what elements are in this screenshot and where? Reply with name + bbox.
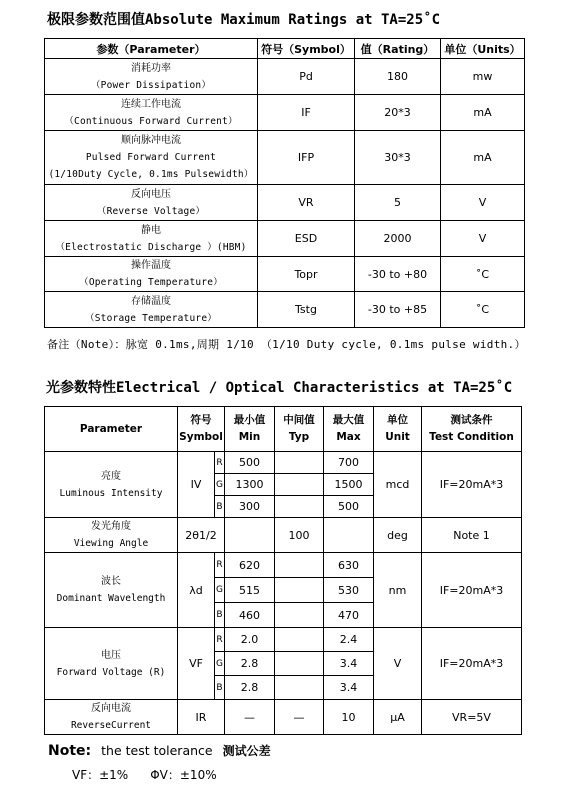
header-parameter: 参数（Parameter） [45, 39, 258, 59]
table-row [45, 518, 522, 553]
rating-cell: -30 to +80 [355, 257, 441, 292]
channel-label: R [215, 628, 225, 652]
rating-cell: 20*3 [355, 95, 441, 131]
max-cell: 530 [324, 578, 374, 603]
param-zh: 连续工作电流 [121, 98, 181, 110]
param-zh: 存储温度 [131, 295, 171, 307]
symbol-cell: VR [258, 185, 355, 221]
header-parameter: Parameter [45, 407, 178, 452]
table-row [45, 59, 525, 95]
table-row [45, 700, 522, 735]
optical-title-zh: 光参数特性 [46, 380, 116, 396]
header-min-en: Min [238, 431, 261, 443]
param-en: （Reverse Voltage） [96, 205, 206, 217]
param-cell [45, 292, 258, 328]
channel-label: G [215, 578, 225, 603]
min-cell: — [225, 700, 275, 735]
typ-cell [275, 474, 324, 496]
table-row [45, 452, 522, 474]
max-cell [324, 518, 374, 553]
param-cell [45, 628, 178, 700]
param-en: Luminous Intensity [59, 487, 163, 499]
unit-cell: mw [441, 59, 525, 95]
unit-cell: V [374, 628, 422, 700]
typ-cell [275, 578, 324, 603]
unit-cell: ˚C [441, 257, 525, 292]
min-cell: 620 [225, 553, 275, 578]
optical-title [46, 377, 512, 397]
header-min-zh: 最小值 [233, 414, 266, 426]
condition-cell: IF=20mA*3 [422, 452, 522, 518]
unit-cell: μA [374, 700, 422, 735]
symbol-cell: IR [178, 700, 225, 735]
rating-cell: 180 [355, 59, 441, 95]
param-en: Pulsed Forward Current [85, 152, 217, 163]
typ-cell [275, 652, 324, 676]
symbol-cell: Topr [258, 257, 355, 292]
min-cell: 2.0 [225, 628, 275, 652]
min-cell: 2.8 [225, 676, 275, 700]
param-en: （Continuous Forward Current） [64, 115, 238, 127]
symbol-cell: IF [258, 95, 355, 131]
max-cell: 470 [324, 603, 374, 628]
channel-label: R [215, 452, 225, 474]
header-max [324, 407, 374, 452]
header-typ-en: Typ [288, 431, 310, 443]
unit-cell: V [441, 221, 525, 257]
param-zh: 顺向脉冲电流 [121, 135, 181, 146]
header-units: 单位（Units） [441, 39, 525, 59]
param-zh: 反向电流 [91, 703, 131, 714]
symbol-cell: ESD [258, 221, 355, 257]
param-en: （Operating Temperature） [79, 277, 223, 288]
min-cell: 1300 [225, 474, 275, 496]
param-cell [45, 553, 178, 628]
condition-cell: VR=5V [422, 700, 522, 735]
min-cell: 460 [225, 603, 275, 628]
max-cell: 630 [324, 553, 374, 578]
header-symbol-zh: 符号 [190, 414, 212, 426]
header-typ [275, 407, 324, 452]
channel-label: G [215, 652, 225, 676]
param-zh: 消耗功率 [131, 62, 171, 74]
header-min [225, 407, 275, 452]
symbol-cell: Tstg [258, 292, 355, 328]
max-cell: 3.4 [324, 652, 374, 676]
typ-cell [275, 496, 324, 518]
param-zh: 操作温度 [131, 260, 171, 271]
min-cell: 300 [225, 496, 275, 518]
symbol-cell: IFP [258, 131, 355, 185]
header-symbol: 符号（Symbol） [258, 39, 355, 59]
table-row [45, 553, 522, 578]
header-unit-en: Unit [385, 431, 410, 443]
max-cell: 500 [324, 496, 374, 518]
optical-header-row [45, 407, 522, 452]
tolerance-phi: ΦV：±10% [150, 768, 217, 782]
tolerance-vf: VF：±1% [72, 768, 129, 782]
param-en: Forward Voltage (R) [56, 666, 166, 678]
param-zh: 波长 [101, 576, 121, 587]
param-zh: 反向电压 [131, 188, 171, 200]
header-unit [374, 407, 422, 452]
param-en: （Power Dissipation） [90, 79, 212, 91]
typ-cell [275, 676, 324, 700]
tolerance-note [48, 742, 271, 759]
note-label: Note: [48, 743, 92, 759]
param-en: ReverseCurrent [70, 720, 152, 731]
param-cell [45, 59, 258, 95]
unit-cell: nm [374, 553, 422, 628]
abs-header-row [45, 39, 525, 59]
min-cell: 515 [225, 578, 275, 603]
header-unit-zh: 单位 [387, 414, 408, 426]
typ-cell [275, 603, 324, 628]
condition-cell: IF=20mA*3 [422, 628, 522, 700]
channel-label: B [215, 496, 225, 518]
param-cell [45, 452, 178, 518]
optical-title-en: Electrical / Optical Characteristics at TA=25˚C [116, 380, 513, 396]
optical-table [44, 406, 522, 735]
max-cell: 3.4 [324, 676, 374, 700]
abs-max-table [44, 38, 525, 328]
symbol-cell: VF [178, 628, 215, 700]
header-max-zh: 最大值 [332, 414, 365, 426]
param-cell [45, 518, 178, 553]
min-cell: 500 [225, 452, 275, 474]
param-cell [45, 221, 258, 257]
table-row [45, 628, 522, 652]
channel-label: G [215, 474, 225, 496]
header-condition-zh: 测试条件 [450, 414, 493, 426]
typ-cell [275, 553, 324, 578]
typ-cell: 100 [275, 518, 324, 553]
param-en: Viewing Angle [73, 538, 149, 549]
table-row [45, 95, 525, 131]
min-cell [225, 518, 275, 553]
symbol-cell: Pd [258, 59, 355, 95]
note-text-zh: 测试公差 [222, 744, 271, 758]
abs-max-title [47, 9, 440, 29]
unit-cell: mA [441, 131, 525, 185]
channel-label: B [215, 603, 225, 628]
param-cell [45, 185, 258, 221]
header-rating: 值（Rating） [355, 39, 441, 59]
symbol-cell: IV [178, 452, 215, 518]
header-symbol-en: Symbol [179, 431, 223, 443]
header-condition [422, 407, 522, 452]
max-cell: 10 [324, 700, 374, 735]
max-cell: 700 [324, 452, 374, 474]
max-cell: 1500 [324, 474, 374, 496]
condition-cell: Note 1 [422, 518, 522, 553]
rating-cell: 2000 [355, 221, 441, 257]
abs-max-title-zh: 极限参数范围值 [47, 12, 145, 28]
tolerance-values [72, 766, 217, 783]
typ-cell [275, 628, 324, 652]
param-en-2: (1/10Duty Cycle, 0.1ms Pulsewidth） [48, 169, 254, 180]
table-row [45, 185, 525, 221]
param-cell [45, 700, 178, 735]
param-zh: 发光角度 [91, 521, 131, 532]
table-row [45, 131, 525, 185]
unit-cell: deg [374, 518, 422, 553]
header-symbol [178, 407, 225, 452]
channel-label: R [215, 553, 225, 578]
param-zh: 亮度 [101, 470, 121, 482]
typ-cell [275, 452, 324, 474]
param-en: （Electrostatic Discharge ）(HBM) [55, 241, 247, 253]
symbol-cell: 2θ1/2 [178, 518, 225, 553]
param-cell [45, 131, 258, 185]
min-cell: 2.8 [225, 652, 275, 676]
header-condition-en: Test Condition [429, 431, 514, 443]
abs-max-title-en: Absolute Maximum Ratings at TA=25˚C [145, 12, 441, 28]
header-max-en: Max [336, 431, 361, 443]
channel-label: B [215, 676, 225, 700]
param-en: （Storage Temperature） [85, 312, 217, 324]
rating-cell: 5 [355, 185, 441, 221]
pulse-note: 备注（Note）：脉宽 0.1ms,周期 1/10 （1/10 Duty cycle, 0.1ms pulse width.） [47, 338, 526, 351]
rating-cell: -30 to +85 [355, 292, 441, 328]
table-row [45, 221, 525, 257]
param-zh: 静电 [141, 224, 161, 236]
note-text: the test tolerance [101, 743, 213, 758]
param-en: Dominant Wavelength [56, 593, 166, 604]
param-cell [45, 257, 258, 292]
unit-cell: ˚C [441, 292, 525, 328]
unit-cell: V [441, 185, 525, 221]
header-typ-zh: 中间值 [283, 414, 315, 426]
param-zh: 电压 [101, 649, 121, 661]
condition-cell: IF=20mA*3 [422, 553, 522, 628]
table-row [45, 292, 525, 328]
param-cell [45, 95, 258, 131]
table-row [45, 257, 525, 292]
typ-cell: — [275, 700, 324, 735]
rating-cell: 30*3 [355, 131, 441, 185]
symbol-cell: λd [178, 553, 215, 628]
unit-cell: mcd [374, 452, 422, 518]
unit-cell: mA [441, 95, 525, 131]
max-cell: 2.4 [324, 628, 374, 652]
